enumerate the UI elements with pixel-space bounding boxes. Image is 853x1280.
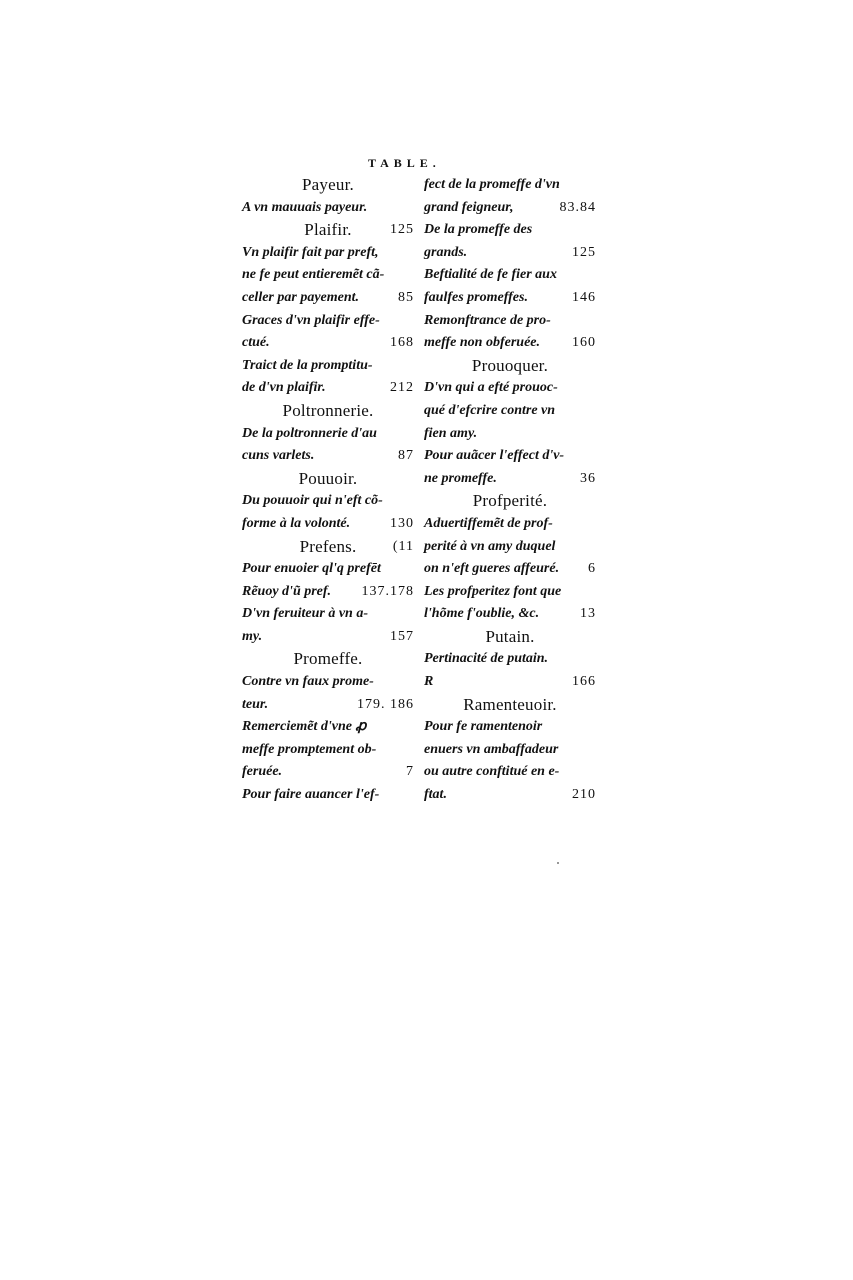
index-entry (242, 694, 414, 717)
index-entry (242, 242, 414, 265)
entry-text: Pour fe ramentenoir (424, 719, 543, 735)
index-entry (242, 310, 414, 333)
index-entry (424, 671, 596, 694)
index-entry (242, 581, 414, 604)
entry-text: fien amy. (424, 425, 478, 441)
index-entry (424, 287, 596, 310)
entry-text: Pour enuoier ql'q prefēt (242, 561, 381, 577)
index-entry (242, 513, 414, 536)
index-entry (424, 603, 596, 626)
paper-speck (557, 862, 559, 864)
index-entry (242, 490, 414, 513)
entry-text: grands. (424, 244, 468, 260)
index-entry (424, 445, 596, 468)
heading-text: Putain. (485, 626, 535, 646)
entry-text: Traict de la promptitu- (242, 357, 373, 373)
heading-text: Pouuoir. (298, 468, 358, 488)
entry-text: ne promeffe. (424, 470, 497, 486)
entry-text: cuns varlets. (242, 448, 315, 464)
entry-text: feruée. (242, 764, 283, 780)
page-number: 130 (390, 515, 414, 531)
page-number: 137.178 (361, 583, 414, 599)
index-entry (242, 332, 414, 355)
entry-text: my. (242, 628, 263, 644)
index-entry (424, 581, 596, 604)
entry-text: Pertinacité de putain. (424, 651, 549, 667)
index-heading (242, 648, 414, 671)
page-number: 168 (390, 335, 414, 351)
page-number: 7 (406, 764, 414, 780)
index-heading (424, 355, 596, 378)
page-number: 160 (572, 335, 596, 351)
index-entry (424, 174, 596, 197)
index-heading (242, 174, 414, 197)
index-entry (424, 242, 596, 265)
heading-text: Plaifir. (304, 220, 352, 240)
entry-text: Pour faire auancer l'ef- (242, 787, 380, 803)
page-number: 13 (580, 606, 596, 622)
entry-text: teur. (242, 696, 269, 712)
entry-text: De la promeffe des (424, 222, 533, 238)
index-entry (424, 377, 596, 400)
entry-text: Beftialité de fe fier aux (424, 267, 557, 283)
entry-text: De la poltronnerie d'au (242, 425, 377, 441)
entry-text: Vn plaifir fait par preft, (242, 244, 379, 260)
entry-text: Remonftrance de pro- (424, 312, 551, 328)
entry-text: Remerciemẽt d'vne ꝓ (242, 719, 367, 735)
entry-text: ftat. (424, 787, 447, 803)
entry-text: grand feigneur, (424, 199, 514, 215)
heading-text: Ramenteuoir. (463, 694, 557, 714)
index-heading (242, 536, 414, 559)
page-number: 179. 186 (357, 696, 414, 712)
index-entry (424, 310, 596, 333)
index-entry (424, 197, 596, 220)
index-entry (242, 626, 414, 649)
heading-text: Prouoquer. (471, 355, 549, 375)
index-entry (242, 558, 414, 581)
entry-text: D'vn feruiteur à vn a- (242, 606, 368, 622)
index-entry (424, 739, 596, 762)
page-number: 210 (572, 787, 596, 803)
index-entry (424, 648, 596, 671)
entry-text: celler par payement. (242, 289, 360, 305)
page-number: 6 (588, 561, 596, 577)
index-entry (424, 536, 596, 559)
index-entry (242, 603, 414, 626)
page-number: 85 (398, 289, 414, 305)
index-heading (424, 490, 596, 513)
page-number: 125 (390, 222, 414, 238)
entry-text: meffe non obferuée. (424, 335, 540, 351)
index-heading (424, 626, 596, 649)
heading-text: Profperité. (472, 491, 548, 511)
entry-text: de d'vn plaifir. (242, 380, 326, 396)
index-entry (242, 761, 414, 784)
entry-text: Aduertiffemẽt de prof- (424, 515, 553, 531)
index-entry (242, 264, 414, 287)
index-entry (242, 784, 414, 807)
page-number: 166 (572, 674, 596, 690)
index-heading (242, 400, 414, 423)
entry-text: D'vn qui a efté prouoc- (424, 380, 558, 396)
page-header: TABLE. (368, 156, 441, 170)
heading-text: Poltronnerie. (282, 400, 374, 420)
entry-text: Pour auãcer l'effect d'v- (424, 448, 565, 464)
entry-text: forme à la volonté. (242, 515, 351, 531)
index-entry (242, 671, 414, 694)
index-entry (424, 761, 596, 784)
index-entry (424, 219, 596, 242)
page-number: 157 (390, 628, 414, 644)
heading-text: Prefens. (299, 536, 357, 556)
entry-text: A vn mauuais payeur. (242, 199, 368, 215)
index-entry (242, 445, 414, 468)
page-number: 87 (398, 448, 414, 464)
entry-text: meffe promptement ob- (242, 741, 377, 757)
entry-text: Du pouuoir qui n'eft cõ- (242, 493, 383, 509)
index-entry (242, 287, 414, 310)
entry-text: Contre vn faux prome- (242, 674, 374, 690)
heading-text: Promeffe. (293, 649, 363, 669)
index-entry (242, 377, 414, 400)
index-entry (242, 197, 414, 220)
index-entry (242, 716, 414, 739)
entry-text: Graces d'vn plaifir effe- (242, 312, 380, 328)
entry-text: R (424, 674, 434, 690)
heading-text: Payeur. (302, 175, 354, 194)
index-entry (424, 332, 596, 355)
page-number: 146 (572, 289, 596, 305)
entry-text: ou autre conftitué en e- (424, 764, 560, 780)
index-entry (424, 558, 596, 581)
index-entry (424, 264, 596, 287)
index-entry (424, 423, 596, 446)
page-number: 125 (572, 244, 596, 260)
index-entry (242, 355, 414, 378)
entry-text: faulfes promeffes. (424, 289, 528, 305)
index-heading (242, 219, 414, 242)
index-entry (424, 513, 596, 536)
index-heading (424, 694, 596, 717)
entry-text: Rẽuoy d'ũ pref. (242, 583, 332, 599)
entry-text: ne fe peut entieremẽt cã- (242, 267, 385, 283)
page-number: 212 (390, 380, 414, 396)
index-entry (424, 784, 596, 807)
index-heading (242, 468, 414, 491)
entry-text: enuers vn ambaffadeur (424, 741, 559, 757)
page-number: (11 (392, 538, 414, 554)
index-entry (242, 739, 414, 762)
entry-text: perité à vn amy duquel (424, 538, 556, 554)
left-column (242, 174, 414, 807)
index-entry (424, 716, 596, 739)
entry-text: l'hõme f'oublie, &c. (424, 606, 540, 622)
entry-text: Les profperitez font que (424, 583, 562, 599)
index-entry (424, 400, 596, 423)
index-entry (242, 423, 414, 446)
entry-text: on n'eft gueres affeuré. (424, 561, 560, 577)
entry-text: ctué. (242, 335, 270, 351)
entry-text: qué d'efcrire contre vn (424, 402, 556, 418)
page-number: 36 (580, 470, 596, 486)
page-number: 83.84 (559, 199, 596, 215)
right-column (424, 174, 596, 807)
entry-text: fect de la promeffe d'vn (424, 177, 560, 192)
index-entry (424, 468, 596, 491)
